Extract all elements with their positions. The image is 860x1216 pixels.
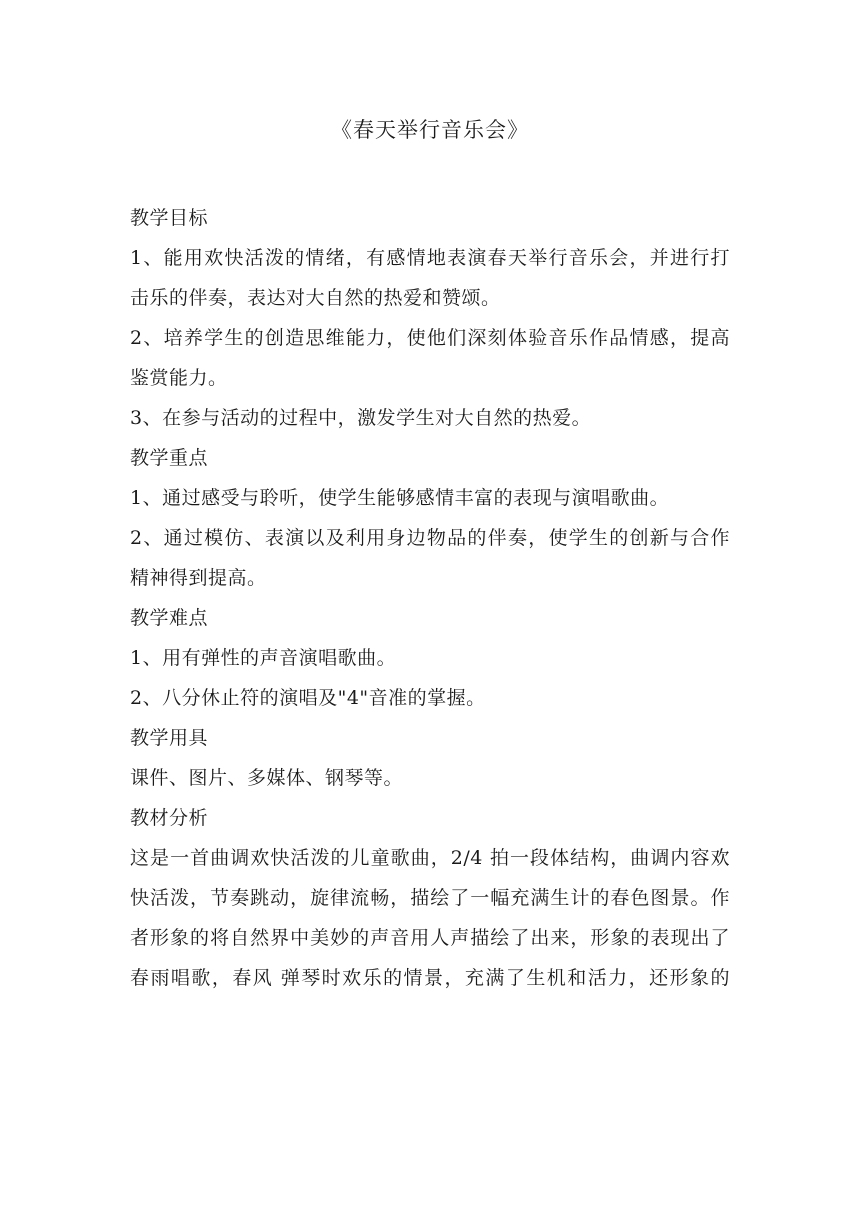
paragraph-line: 者形象的将自然界中美妙的声音用人声描绘了出来，形象的表现出了 [130, 927, 730, 949]
section-heading-objectives: 教学目标 [130, 207, 209, 229]
paragraph-line: 快活泼，节奏跳动，旋律流畅，描绘了一幅充满生计的春色图景。作 [130, 887, 730, 909]
section-heading-material-analysis: 教材分析 [130, 807, 209, 829]
paragraph-line: 1、用有弹性的声音演唱歌曲。 [130, 647, 397, 669]
paragraph-line: 1、通过感受与聆听，使学生能够感情丰富的表现与演唱歌曲。 [130, 487, 670, 509]
paragraph-line: 击乐的伴奏，表达对大自然的热爱和赞颂。 [130, 287, 501, 309]
paragraph-line: 2、八分休止符的演唱及"4"音准的掌握。 [130, 687, 486, 709]
paragraph-line: 精神得到提高。 [130, 567, 267, 589]
paragraph-line: 3、在参与活动的过程中，激发学生对大自然的热爱。 [130, 407, 592, 429]
paragraph-line: 2、培养学生的创造思维能力，使他们深刻体验音乐作品情感，提高 [130, 327, 730, 349]
paragraph-line: 春雨唱歌，春风 弹琴时欢乐的情景，充满了生机和活力，还形象的 [130, 967, 730, 989]
document-body [130, 198, 730, 998]
section-heading-teaching-aids: 教学用具 [130, 727, 209, 749]
paragraph-line: 2、通过模仿、表演以及利用身边物品的伴奏，使学生的创新与合作 [130, 527, 730, 549]
document-title: 《春天举行音乐会》 [331, 118, 529, 142]
section-heading-difficulties: 教学难点 [130, 607, 209, 629]
paragraph-line: 课件、图片、多媒体、钢琴等。 [130, 767, 404, 789]
paragraph-line: 这是一首曲调欢快活泼的儿童歌曲，2/4 拍一段体结构，曲调内容欢 [130, 847, 730, 869]
paragraph-line: 鉴赏能力。 [130, 367, 228, 389]
section-heading-key-points: 教学重点 [130, 447, 209, 469]
paragraph-line: 1、能用欢快活泼的情绪，有感情地表演春天举行音乐会，并进行打 [130, 247, 730, 269]
